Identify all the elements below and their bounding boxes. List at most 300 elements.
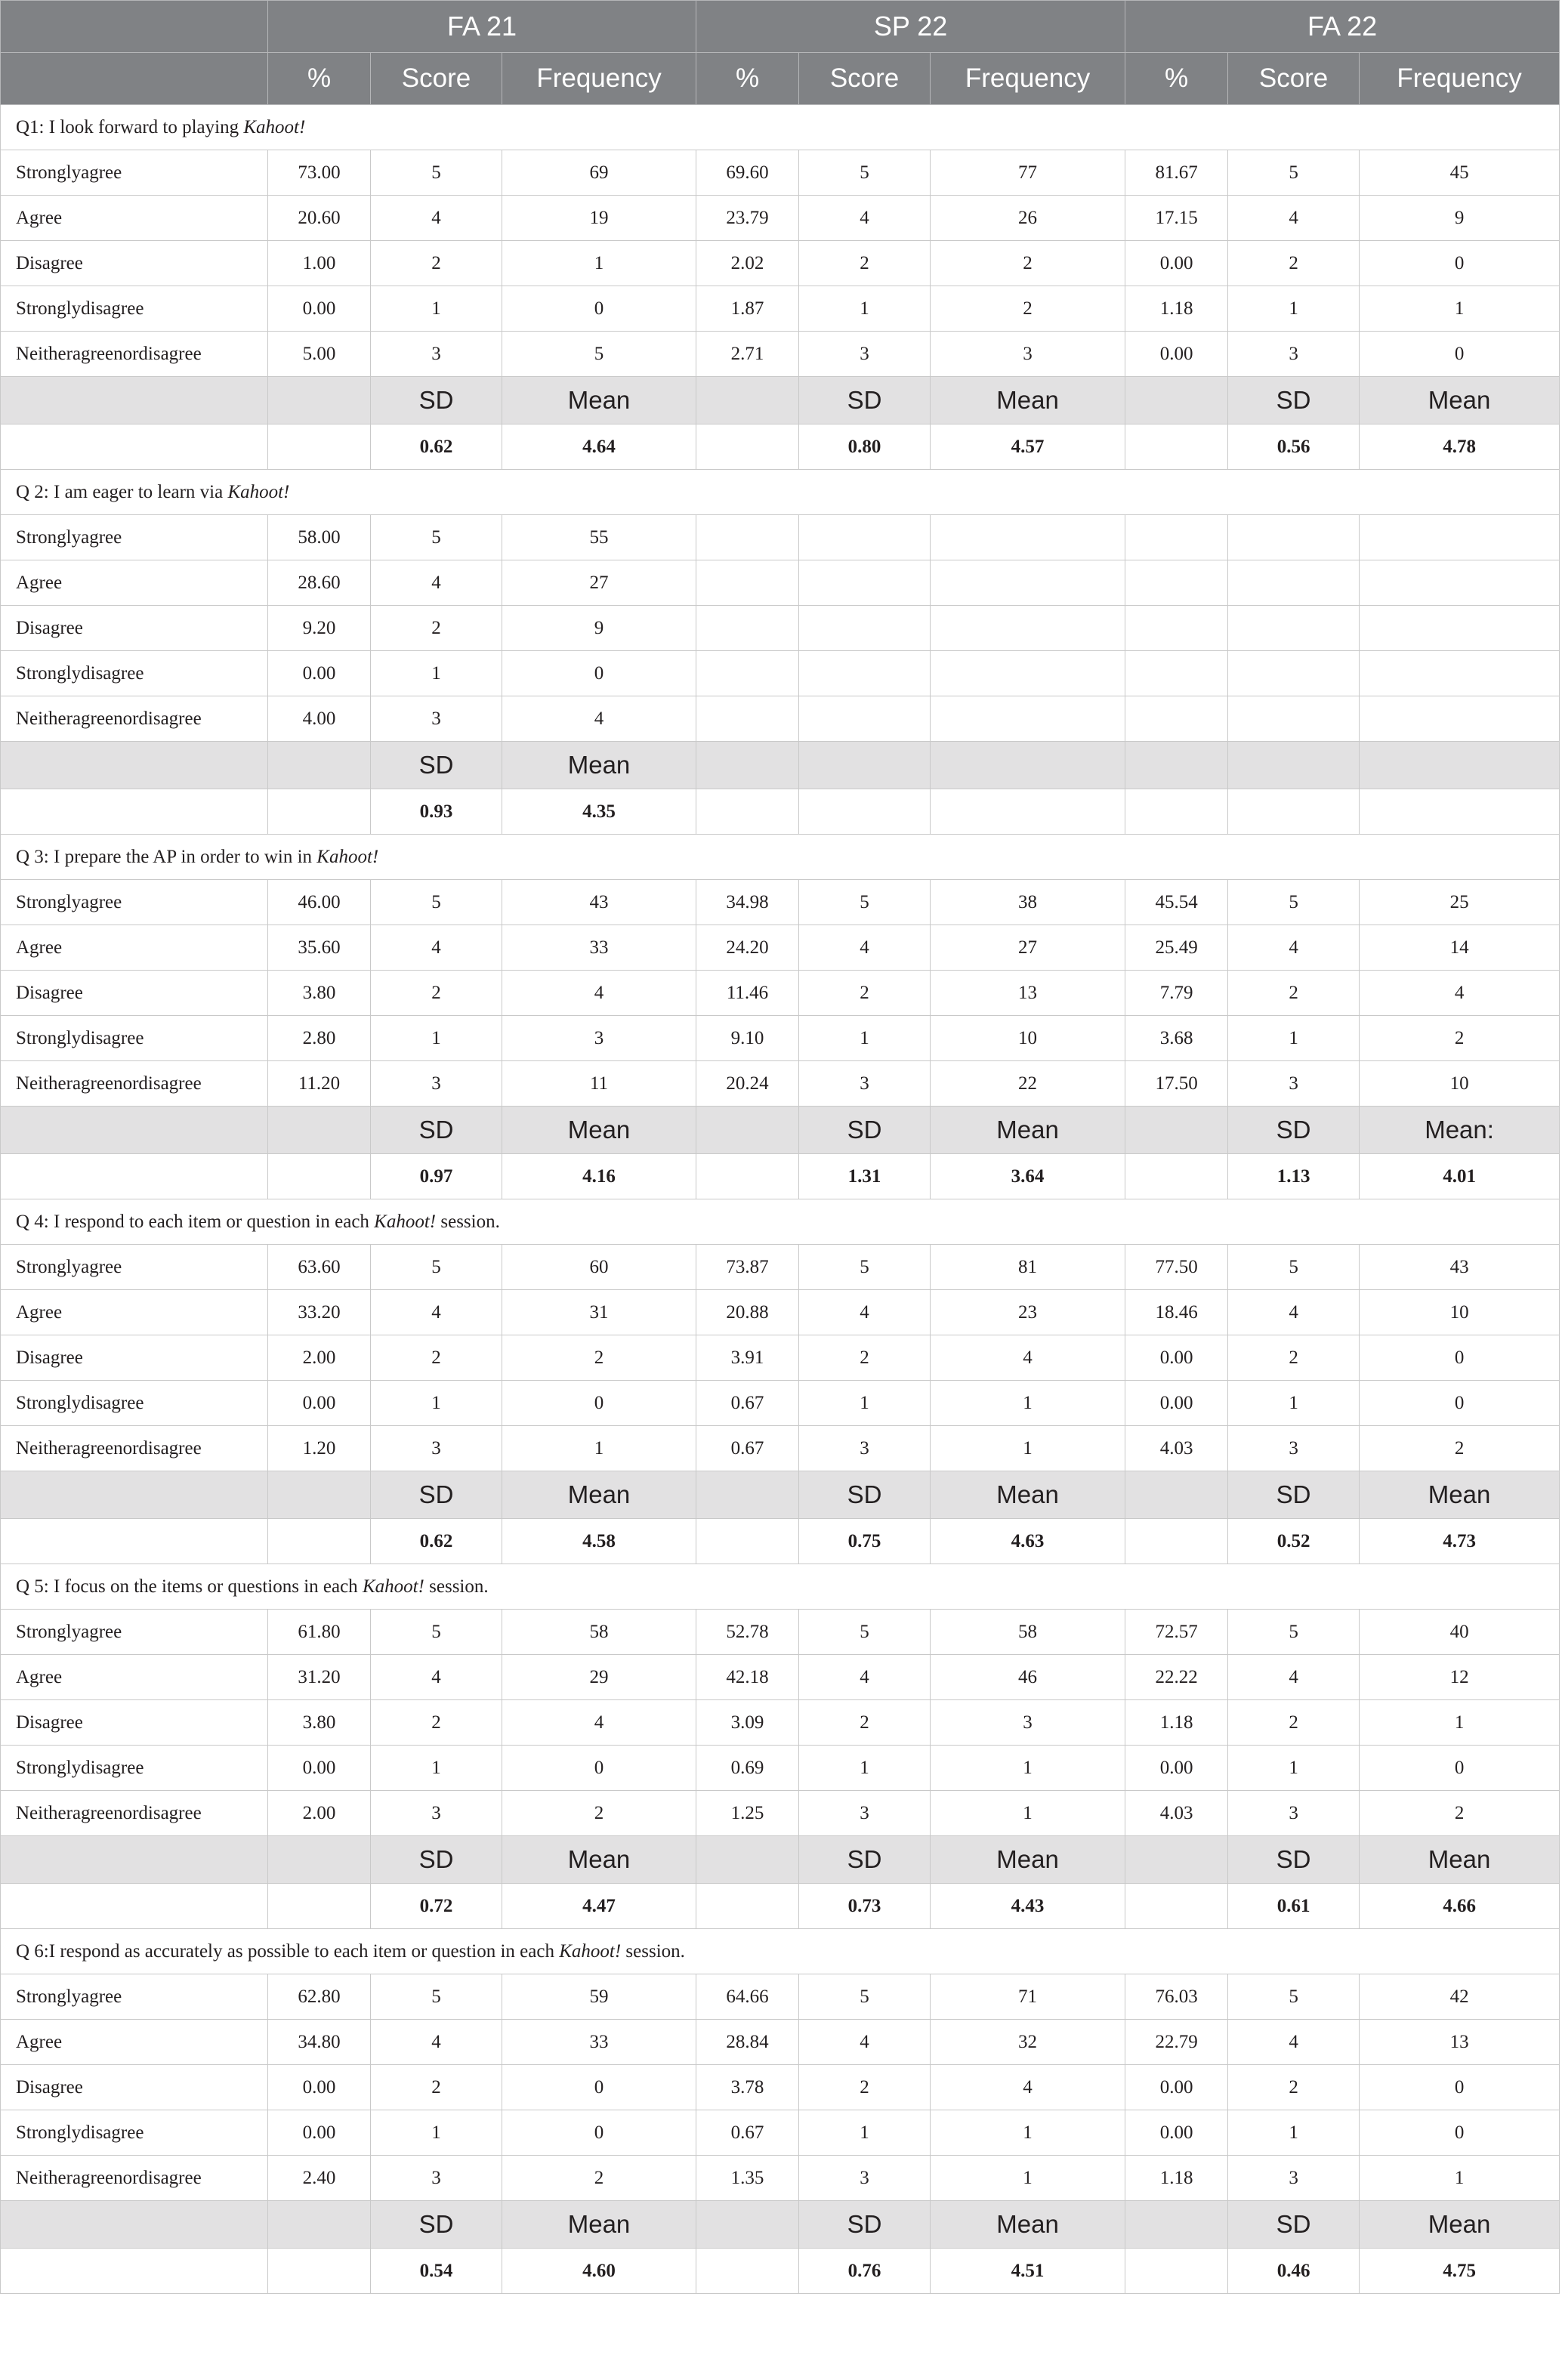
stat-value-blank [1,1154,268,1199]
sp22-sd-label: SD [799,377,931,424]
fa22-pct-cell: 81.67 [1125,150,1228,196]
sp22-freq-cell: 1 [931,1746,1125,1791]
fa22-score-cell: 4 [1228,1655,1360,1700]
term-header-sp22: SP 22 [696,1,1125,53]
response-row-neither [1,1061,1560,1107]
stat-value-row [1,1884,1560,1929]
fa21-pct-cell: 62.80 [268,1974,371,2020]
fa21-pct-cell: 4.00 [268,696,371,742]
response-label: Disagree [1,2065,268,2110]
sp22-score-cell: 2 [799,1700,931,1746]
fa22-mean-label [1360,742,1560,789]
stat-value-blank [1125,1154,1228,1199]
response-row-agree [1,925,1560,971]
fa22-pct-cell: 0.00 [1125,1381,1228,1426]
fa21-freq-cell: 58 [502,1610,696,1655]
fa22-freq-cell [1360,515,1560,560]
response-row-disagree [1,1700,1560,1746]
stat-value-blank [268,789,371,835]
stat-value-blank [1,1884,268,1929]
sp22-mean-label: Mean [931,1107,1125,1154]
sp22-pct-cell: 1.25 [696,1791,799,1836]
fa22-pct-cell: 4.03 [1125,1426,1228,1471]
sp22-mean-value: 4.63 [931,1519,1125,1564]
fa22-score-cell: 2 [1228,1335,1360,1381]
fa21-freq-cell: 31 [502,1290,696,1335]
stat-label-blank [696,2201,799,2249]
fa22-freq-cell [1360,606,1560,651]
fa22-freq-cell: 42 [1360,1974,1560,2020]
stat-label-blank [1125,2201,1228,2249]
fa22-pct-cell: 45.54 [1125,880,1228,925]
sp22-score-cell: 4 [799,925,931,971]
sp22-pct-cell: 20.24 [696,1061,799,1107]
sp22-freq-cell: 77 [931,150,1125,196]
sp22-pct-cell: 2.71 [696,332,799,377]
response-label: Stronglydisagree [1,2110,268,2156]
fa21-freq-cell: 0 [502,286,696,332]
fa21-sd-label: SD [371,1107,502,1154]
fa21-freq-cell: 29 [502,1655,696,1700]
fa22-freq-cell: 9 [1360,196,1560,241]
stat-label-blank [1,2201,268,2249]
stat-value-blank [1125,789,1228,835]
response-label: Neitheragreenordisagree [1,1426,268,1471]
col-header-score: Score [371,53,502,105]
fa21-freq-cell: 0 [502,1381,696,1426]
response-row-neither [1,1791,1560,1836]
fa22-score-cell: 5 [1228,150,1360,196]
sp22-pct-cell [696,606,799,651]
col-header-score: Score [799,53,931,105]
stat-label-blank [1,1836,268,1884]
fa21-mean-value: 4.58 [502,1519,696,1564]
fa22-sd-label: SD [1228,2201,1360,2249]
question-text-tail: session. [424,1576,489,1597]
fa22-pct-cell: 1.18 [1125,2156,1228,2201]
sp22-pct-cell [696,651,799,696]
fa21-score-cell: 3 [371,2156,502,2201]
response-row-agree [1,1290,1560,1335]
response-label: Neitheragreenordisagree [1,332,268,377]
fa22-score-cell: 5 [1228,880,1360,925]
stat-label-blank [696,1471,799,1519]
response-label: Disagree [1,241,268,286]
fa22-score-cell [1228,696,1360,742]
fa22-freq-cell: 1 [1360,2156,1560,2201]
fa21-sd-value: 0.62 [371,1519,502,1564]
sp22-score-cell: 5 [799,150,931,196]
response-row-agree [1,1655,1560,1700]
fa22-freq-cell: 1 [1360,1700,1560,1746]
response-row-strongly-agree [1,1974,1560,2020]
fa21-freq-cell: 0 [502,1746,696,1791]
fa22-pct-cell: 1.18 [1125,286,1228,332]
fa22-pct-cell: 4.03 [1125,1791,1228,1836]
fa21-freq-cell: 5 [502,332,696,377]
response-row-strongly-disagree [1,2110,1560,2156]
stat-value-blank [696,424,799,470]
fa21-score-cell: 5 [371,880,502,925]
fa21-pct-cell: 61.80 [268,1610,371,1655]
fa21-score-cell: 3 [371,1426,502,1471]
sp22-sd-value: 0.75 [799,1519,931,1564]
sp22-mean-value: 3.64 [931,1154,1125,1199]
fa21-score-cell: 2 [371,241,502,286]
fa21-score-cell: 3 [371,332,502,377]
stat-value-blank [1,424,268,470]
sp22-freq-cell: 58 [931,1610,1125,1655]
col-header-percent: % [1125,53,1228,105]
fa21-score-cell: 2 [371,1700,502,1746]
fa21-mean-label: Mean [502,1471,696,1519]
fa21-mean-value: 4.47 [502,1884,696,1929]
stat-label-blank [696,1107,799,1154]
stat-value-blank [1,2249,268,2294]
response-row-strongly-agree [1,1245,1560,1290]
fa21-pct-cell: 2.80 [268,1016,371,1061]
question-text [1,1564,1560,1610]
fa21-freq-cell: 55 [502,515,696,560]
sp22-sd-value: 0.76 [799,2249,931,2294]
stat-value-blank [268,424,371,470]
response-label: Agree [1,1290,268,1335]
stat-value-row [1,1519,1560,1564]
sp22-pct-cell: 3.09 [696,1700,799,1746]
fa22-pct-cell: 22.79 [1125,2020,1228,2065]
sp22-sd-value: 1.31 [799,1154,931,1199]
fa21-freq-cell: 27 [502,560,696,606]
fa21-mean-label: Mean [502,2201,696,2249]
fa21-sd-label: SD [371,1836,502,1884]
fa21-sd-label: SD [371,2201,502,2249]
sp22-freq-cell: 3 [931,332,1125,377]
fa22-freq-cell: 0 [1360,2065,1560,2110]
question-text [1,835,1560,880]
sp22-score-cell: 4 [799,1290,931,1335]
response-label: Stronglydisagree [1,1746,268,1791]
stat-label-blank [268,1107,371,1154]
response-row-agree [1,196,1560,241]
sp22-pct-cell: 0.67 [696,1381,799,1426]
sp22-score-cell: 1 [799,1746,931,1791]
stat-value-blank [268,1884,371,1929]
stat-label-blank [696,377,799,424]
fa21-mean-value: 4.16 [502,1154,696,1199]
question-row-2 [1,470,1560,515]
sp22-mean-label: Mean [931,1836,1125,1884]
fa21-pct-cell: 31.20 [268,1655,371,1700]
fa21-freq-cell: 9 [502,606,696,651]
fa22-score-cell: 3 [1228,2156,1360,2201]
sp22-pct-cell: 64.66 [696,1974,799,2020]
fa22-pct-cell: 0.00 [1125,1335,1228,1381]
fa21-score-cell: 3 [371,1791,502,1836]
sp22-pct-cell: 11.46 [696,971,799,1016]
response-label: Stronglyagree [1,150,268,196]
sp22-freq-cell: 81 [931,1245,1125,1290]
sp22-freq-cell: 1 [931,2156,1125,2201]
response-label: Stronglydisagree [1,1016,268,1061]
sp22-score-cell: 4 [799,196,931,241]
fa21-pct-cell: 11.20 [268,1061,371,1107]
fa22-sd-value: 0.52 [1228,1519,1360,1564]
stat-label-blank [268,377,371,424]
sp22-score-cell: 1 [799,1381,931,1426]
fa21-freq-cell: 4 [502,971,696,1016]
fa22-sd-label [1228,742,1360,789]
question-text-kahoot: Kahoot! [316,846,379,867]
fa21-score-cell: 2 [371,2065,502,2110]
fa22-sd-label: SD [1228,1836,1360,1884]
fa22-mean-label: Mean [1360,1836,1560,1884]
fa22-pct-cell: 0.00 [1125,332,1228,377]
response-row-agree [1,2020,1560,2065]
sp22-freq-cell: 23 [931,1290,1125,1335]
fa21-pct-cell: 2.00 [268,1335,371,1381]
fa22-pct-cell: 0.00 [1125,1746,1228,1791]
fa21-mean-label: Mean [502,742,696,789]
fa22-score-cell: 3 [1228,332,1360,377]
fa21-freq-cell: 1 [502,1426,696,1471]
fa21-pct-cell: 5.00 [268,332,371,377]
fa22-score-cell: 3 [1228,1426,1360,1471]
sp22-score-cell: 2 [799,241,931,286]
stat-value-row [1,2249,1560,2294]
stat-label-blank [1125,1107,1228,1154]
fa21-pct-cell: 28.60 [268,560,371,606]
fa21-freq-cell: 11 [502,1061,696,1107]
fa22-sd-value: 0.56 [1228,424,1360,470]
fa21-sd-value: 0.97 [371,1154,502,1199]
sp22-pct-cell: 0.67 [696,2110,799,2156]
fa22-freq-cell: 43 [1360,1245,1560,1290]
fa21-freq-cell: 69 [502,150,696,196]
fa22-score-cell: 3 [1228,1791,1360,1836]
column-header-row [1,53,1560,105]
table-body [1,105,1560,2294]
question-row-3 [1,835,1560,880]
question-text-tail: session. [436,1211,500,1232]
response-label: Agree [1,925,268,971]
fa22-mean-label: Mean [1360,1471,1560,1519]
fa21-freq-cell: 19 [502,196,696,241]
sp22-mean-label: Mean [931,2201,1125,2249]
sp22-pct-cell: 42.18 [696,1655,799,1700]
stat-value-blank [696,2249,799,2294]
response-row-neither [1,2156,1560,2201]
term-header-fa22: FA 22 [1125,1,1560,53]
question-row-5 [1,1564,1560,1610]
stat-label-blank [1125,1836,1228,1884]
fa21-score-cell: 2 [371,971,502,1016]
sp22-pct-cell: 52.78 [696,1610,799,1655]
question-text-kahoot: Kahoot! [227,481,290,502]
fa22-freq-cell: 40 [1360,1610,1560,1655]
response-label: Stronglydisagree [1,286,268,332]
sp22-pct-cell: 1.35 [696,2156,799,2201]
response-row-disagree [1,606,1560,651]
fa22-score-cell [1228,606,1360,651]
fa22-pct-cell: 22.22 [1125,1655,1228,1700]
fa22-pct-cell: 18.46 [1125,1290,1228,1335]
stat-label-blank [1,377,268,424]
fa21-sd-value: 0.72 [371,1884,502,1929]
sp22-freq-cell: 4 [931,1335,1125,1381]
sp22-pct-cell: 1.87 [696,286,799,332]
fa21-pct-cell: 1.20 [268,1426,371,1471]
sp22-freq-cell: 10 [931,1016,1125,1061]
question-text-tail: session. [621,1940,685,1962]
question-row-4 [1,1199,1560,1245]
sp22-pct-cell: 0.67 [696,1426,799,1471]
sp22-score-cell: 4 [799,2020,931,2065]
sp22-score-cell: 3 [799,1791,931,1836]
stat-value-blank [1125,2249,1228,2294]
question-text [1,1929,1560,1974]
fa22-sd-value: 0.61 [1228,1884,1360,1929]
fa21-score-cell: 1 [371,1016,502,1061]
fa22-score-cell: 4 [1228,196,1360,241]
sp22-score-cell: 4 [799,1655,931,1700]
response-row-neither [1,696,1560,742]
sp22-freq-cell: 38 [931,880,1125,925]
fa22-score-cell [1228,651,1360,696]
fa22-score-cell: 4 [1228,925,1360,971]
response-label: Agree [1,2020,268,2065]
fa22-freq-cell: 12 [1360,1655,1560,1700]
question-row-1 [1,105,1560,150]
sp22-freq-cell [931,696,1125,742]
sp22-pct-cell: 24.20 [696,925,799,971]
fa21-freq-cell: 2 [502,1791,696,1836]
fa21-score-cell: 5 [371,1245,502,1290]
stat-label-blank [1125,1471,1228,1519]
fa22-freq-cell: 10 [1360,1290,1560,1335]
sp22-score-cell [799,560,931,606]
fa22-freq-cell: 2 [1360,1016,1560,1061]
fa21-freq-cell: 2 [502,2156,696,2201]
sp22-score-cell: 3 [799,1061,931,1107]
fa21-freq-cell: 33 [502,2020,696,2065]
fa21-freq-cell: 1 [502,241,696,286]
fa21-mean-value: 4.64 [502,424,696,470]
fa22-mean-value: 4.73 [1360,1519,1560,1564]
fa21-score-cell: 4 [371,925,502,971]
sp22-score-cell [799,515,931,560]
fa22-pct-cell: 25.49 [1125,925,1228,971]
stat-label-blank [1,742,268,789]
sp22-freq-cell [931,560,1125,606]
sp22-score-cell: 2 [799,971,931,1016]
sp22-freq-cell: 46 [931,1655,1125,1700]
fa21-pct-cell: 3.80 [268,1700,371,1746]
response-row-strongly-agree [1,1610,1560,1655]
fa21-pct-cell: 2.00 [268,1791,371,1836]
sp22-pct-cell: 0.69 [696,1746,799,1791]
fa21-score-cell: 5 [371,515,502,560]
fa22-freq-cell: 0 [1360,1335,1560,1381]
fa21-freq-cell: 43 [502,880,696,925]
sp22-mean-label: Mean [931,377,1125,424]
fa21-sd-value: 0.62 [371,424,502,470]
response-label: Neitheragreenordisagree [1,2156,268,2201]
response-label: Neitheragreenordisagree [1,1061,268,1107]
fa21-sd-label: SD [371,742,502,789]
stat-value-blank [1125,1884,1228,1929]
fa21-freq-cell: 4 [502,696,696,742]
fa22-pct-cell: 1.18 [1125,1700,1228,1746]
response-row-disagree [1,2065,1560,2110]
sp22-pct-cell [696,560,799,606]
question-text-kahoot: Kahoot! [362,1576,424,1597]
fa21-pct-cell: 3.80 [268,971,371,1016]
response-row-agree [1,560,1560,606]
fa22-pct-cell [1125,560,1228,606]
question-text-lead: Q 5: I focus on the items or questions in each [16,1576,363,1597]
sp22-pct-cell: 3.78 [696,2065,799,2110]
fa22-freq-cell: 0 [1360,241,1560,286]
fa22-pct-cell: 3.68 [1125,1016,1228,1061]
stat-value-blank [696,1884,799,1929]
fa21-pct-cell: 0.00 [268,2110,371,2156]
sp22-freq-cell: 32 [931,2020,1125,2065]
sp22-freq-cell: 13 [931,971,1125,1016]
fa21-freq-cell: 33 [502,925,696,971]
sp22-freq-cell: 2 [931,286,1125,332]
fa21-pct-cell: 0.00 [268,1381,371,1426]
question-text-lead: Q 6:I respond as accurately as possible to each item or question in each [16,1940,560,1962]
fa22-pct-cell: 0.00 [1125,2065,1228,2110]
response-row-strongly-disagree [1,1016,1560,1061]
response-label: Agree [1,196,268,241]
sp22-pct-cell: 2.02 [696,241,799,286]
fa22-mean-label: Mean [1360,2201,1560,2249]
sp22-score-cell: 2 [799,2065,931,2110]
response-label: Agree [1,1655,268,1700]
fa22-freq-cell: 0 [1360,332,1560,377]
fa22-mean-value: 4.01 [1360,1154,1560,1199]
fa21-sd-value: 0.54 [371,2249,502,2294]
fa22-score-cell: 2 [1228,1700,1360,1746]
fa22-sd-value: 1.13 [1228,1154,1360,1199]
sp22-freq-cell [931,606,1125,651]
response-label: Stronglyagree [1,515,268,560]
response-label: Stronglyagree [1,1245,268,1290]
fa22-mean-label: Mean [1360,377,1560,424]
question-text-lead: Q 2: I am eager to learn via [16,481,228,502]
stat-label-blank [1125,377,1228,424]
sp22-sd-value: 0.80 [799,424,931,470]
stat-label-row [1,1107,1560,1154]
sp22-mean-label [931,742,1125,789]
sp22-mean-value: 4.51 [931,2249,1125,2294]
fa21-sd-label: SD [371,1471,502,1519]
response-row-strongly-agree [1,880,1560,925]
response-label: Disagree [1,606,268,651]
fa22-score-cell: 2 [1228,2065,1360,2110]
response-label: Disagree [1,971,268,1016]
sp22-score-cell: 5 [799,1974,931,2020]
fa21-pct-cell: 58.00 [268,515,371,560]
fa22-freq-cell: 45 [1360,150,1560,196]
fa21-score-cell: 4 [371,196,502,241]
fa22-freq-cell: 14 [1360,925,1560,971]
sp22-freq-cell [931,651,1125,696]
sp22-pct-cell: 28.84 [696,2020,799,2065]
response-label: Disagree [1,1700,268,1746]
fa21-pct-cell: 0.00 [268,1746,371,1791]
